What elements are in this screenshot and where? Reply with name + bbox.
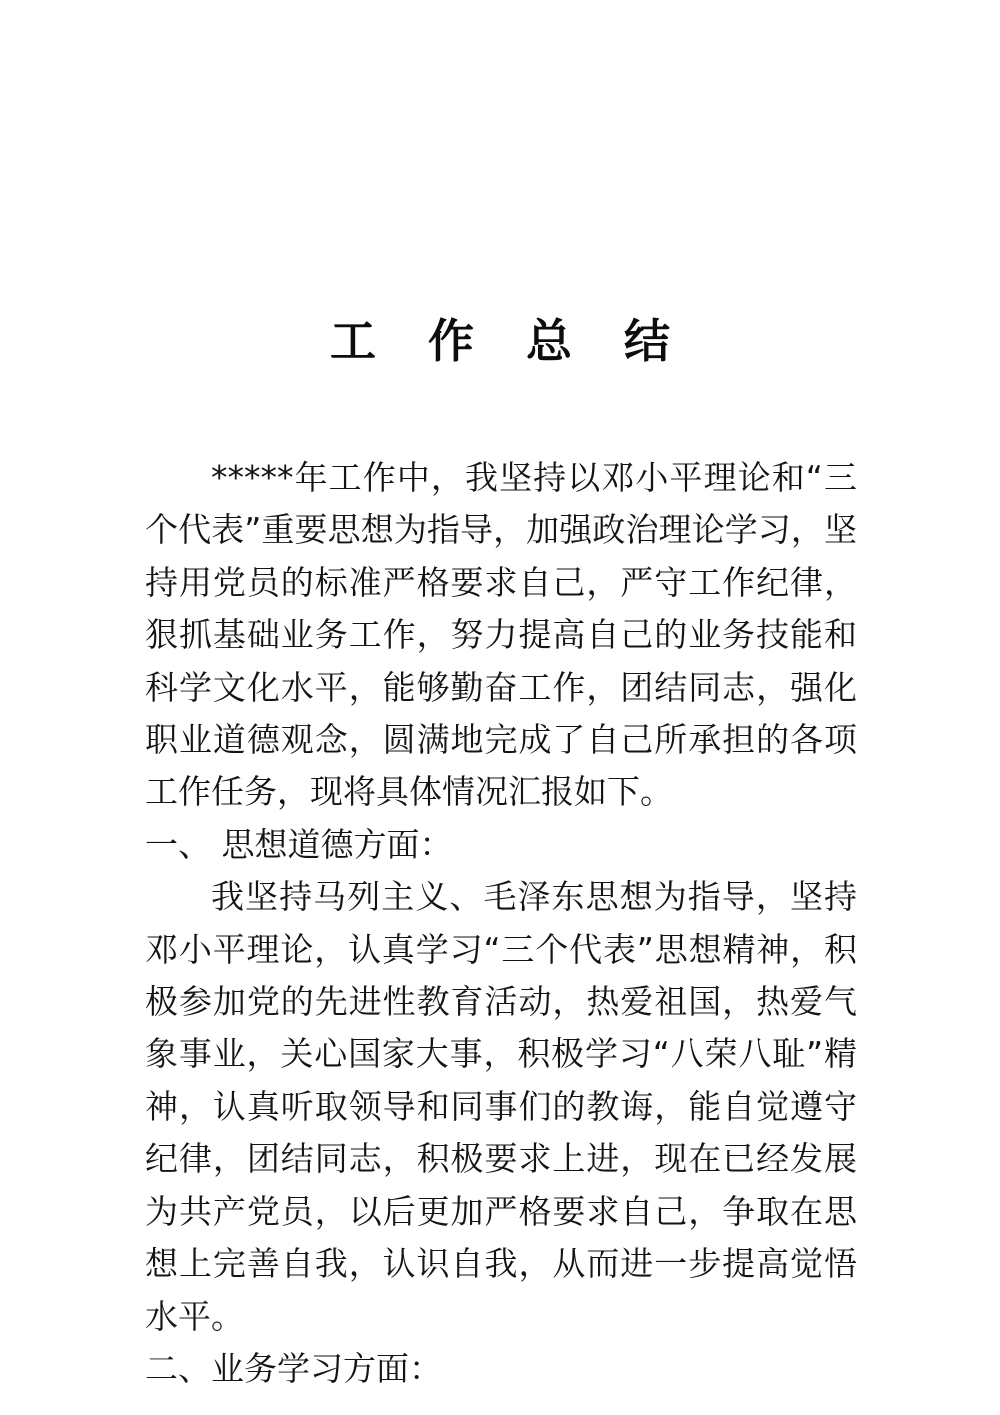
section-one-paragraph: 我坚持马列主义、毛泽东思想为指导，坚持邓小平理论，认真学习“三个代表”思想精神，积极参加党的先进性教育活动，热爱祖国，热爱气象事业，关心国家大事，积极学习“八荣八耻”精神，认真听取领导和同事们的教诲，能自觉遵守纪律，团结同志，积极要求上进，现在已经发展为共产党员，以后更加严格要求自己，争取在思想上完善自我，认识自我，从而进一步提高觉悟水平。	[145, 877, 857, 1336]
intro-paragraph: *****年工作中，我坚持以邓小平理论和“三个代表”重要思想为指导，加强政治理论学习，坚持用党员的标准严格要求自己，严守工作纪律，狠抓基础业务工作，努力提高自己的业务技能和科学文化水平，能够勤奋工作，团结同志，强化职业道德观念，圆满地完成了自己所承担的各项工作任务，现将具体情况汇报如下。	[145, 458, 857, 812]
section-one-heading: 一、 思想道德方面：	[145, 824, 453, 864]
document-body	[145, 452, 857, 1395]
page-title: 工 作 总 结	[329, 314, 689, 368]
section-two-heading: 二、业务学习方面：	[145, 1348, 442, 1388]
